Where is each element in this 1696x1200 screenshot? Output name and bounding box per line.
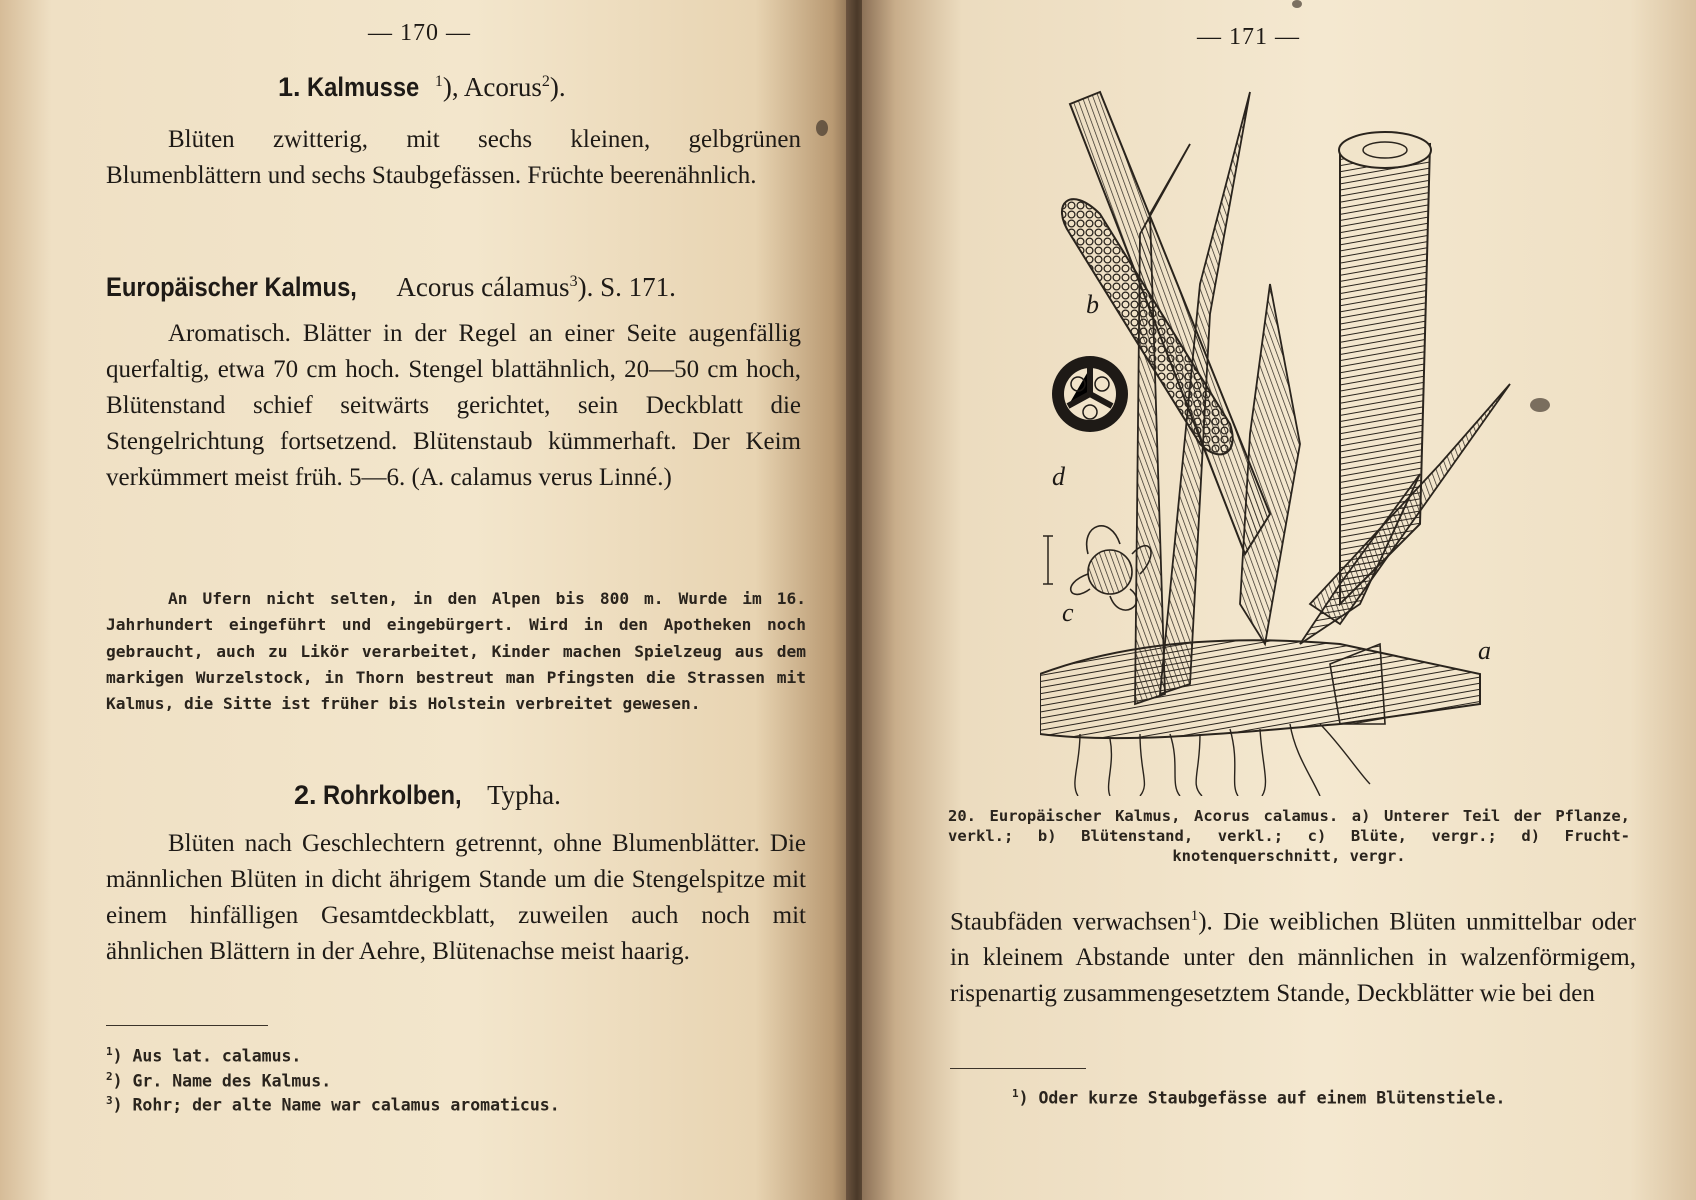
section-heading-kalmusse: 1. Kalmusse $^1$), Acorus$^2$). [278,72,566,102]
page-number-171: — 171 — [1197,24,1300,50]
footnote-ref: 3 [569,273,578,290]
section1-description: Blüten zwitterig, mit sechs kleinen, gelbgrünen Blumenblättern und sechs Staubgefässen. Früchte beerenähnlich. [106,126,801,189]
footnotes-left [106,1042,560,1116]
section2-description: Blüten nach Geschlechtern getrennt, ohne Blumenblätter. Die männlichen Blüten in dicht ährigem Stande um die Stengelspitze mit einem hinfälligen Gesamtdeckblatt, zuweilen auch noch mit ähnlichen Blättern in der Aehre, Blütenachse meist haarig. [106,830,806,965]
footnote-ref: 2 [541,73,550,90]
footnote-1: $^1$) Oder kurze Staubgefässe auf einem Blütenstiele. [1012,1087,1506,1108]
ink-spot [1292,0,1302,8]
species-page-ref: ). S. 171. [577,272,676,302]
continued-text: Staubfäden verwachsen$^1$). Die weiblichen Blüten unmittelbar oder in kleinem Abstande unter den männlichen in walzenförmigem, rispenartig zusammengesetztem Stande, Deckblätter wie bei den [950,908,1636,1008]
species-heading [106,272,676,303]
figure-label-d: d [1052,462,1065,491]
species-description: Aromatisch. Blätter in der Regel an einer Seite augenfällig querfaltig, etwa 70 cm hoch. Stengel blattähnlich, 20—50 cm hoch, Blütenstand schief seitwärts gerichtet, sein Deckblatt die Stengelrichtung fortsetzend. Blütenstaub kümmerhaft. Der Keim verkümmert meist früh. 5—6. (A. calamus verus Linné.) [106,320,801,491]
section-heading-rohrkolben [294,780,561,811]
footnote-2: $^2$) Gr. Name des Kalmus. [106,1069,332,1090]
section-name: Kalmusse [307,72,420,102]
plant-engraving-icon [1040,84,1540,796]
section-name: Rohrkolben, [323,780,462,810]
species-latin: Acorus cálamus [396,272,570,302]
footnote-ref: 1 [434,73,443,90]
species-name: Europäischer Kalmus, [106,272,357,302]
species-habitat-note: An Ufern nicht selten, in den Alpen bis 800 m. Wurde im 16. Jahrhundert eingeführt und eingebürgert. Wird in den Apotheken noch gebraucht, auch zu Likör verarbeitet, Kinder machen Spielzeug aus dem markigen Wurzelstock, in Thorn bestreut man Pfingsten die Strassen mit Kalmus, die Sitte ist früher bis Holstein verbreitet gewesen. [106,589,806,714]
figure-label-a: a [1478,636,1491,665]
caption-line-2: knotenquerschnitt, vergr. [1172,847,1406,865]
acorus-calamus-illustration [1040,84,1540,796]
caption-line-1: 20. Europäischer Kalmus, Acorus calamus. a) Unterer Teil der Pflanze, verkl.; b) Blütenstand, verkl.; c) Blüte, vergr.; d) Frucht- [948,807,1630,845]
footnote-3: $^3$) Rohr; der alte Name war calamus aromaticus. [106,1094,560,1115]
section-number: 1. [278,72,301,102]
section-latin: Acorus [463,72,542,102]
footnote-rule [106,1025,268,1026]
ink-spot [816,120,828,136]
section-number: 2. [294,780,317,810]
footnotes-right [1012,1084,1505,1109]
figure-label-c: c [1062,598,1074,627]
footnote-rule [950,1068,1086,1069]
figure-caption [948,806,1630,866]
footnote-ref: 1 [1190,908,1199,924]
footnote-1: $^1$) Aus lat. calamus. [106,1045,302,1066]
page-number-170: — 170 — [368,20,471,46]
figure-label-b: b [1086,290,1099,319]
section-latin: Typha. [487,780,561,810]
